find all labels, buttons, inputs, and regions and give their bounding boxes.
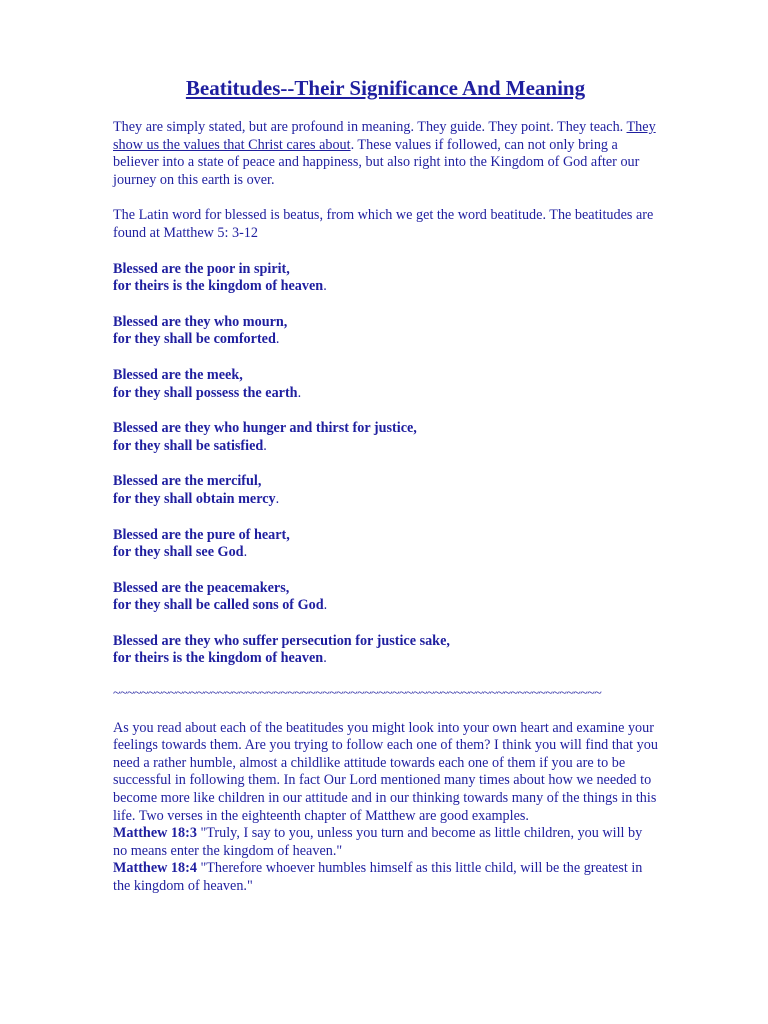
verse-end: .	[323, 597, 328, 614]
verse-line-2: for they shall be comforted	[113, 331, 276, 348]
intro-paragraph	[113, 119, 658, 189]
beatitude-verse	[113, 580, 658, 615]
beatitude-verse	[113, 473, 658, 508]
verse-line-2: for they shall see God	[113, 544, 244, 561]
beatitude-verse	[113, 314, 658, 349]
verse-line-1: Blessed are they who hunger and thirst for justice,	[113, 420, 417, 437]
verse-end: .	[243, 544, 248, 561]
reflection-paragraph	[113, 720, 658, 896]
verse-line-1: Blessed are the poor in spirit,	[113, 260, 290, 277]
verse-line-1: Blessed are the meek,	[113, 366, 243, 383]
verse-line-2: for they shall possess the earth	[113, 384, 298, 401]
intro-text-after: . These values if followed, can not only bring a believer into a state of peace and happiness, but also right into the Kingdom of God after our journey on this earth is over.	[113, 136, 640, 188]
verse-end: .	[297, 384, 302, 401]
verse-line-2: for they shall be called sons of God	[113, 597, 324, 614]
verse-line-2: for theirs is the kingdom of heaven	[113, 278, 324, 295]
verse-line-1: Blessed are the peacemakers,	[113, 579, 290, 596]
verse-end: .	[275, 490, 280, 507]
beatitude-verse	[113, 527, 658, 562]
page-title: Beatitudes--Their Significance And Meaning	[185, 76, 586, 100]
reflection-text: As you read about each of the beatitudes you might look into your own heart and examine your feelings towards them. Are you trying to follow each one of them? I think you will find that you need a rather humble, almost a childlike attitude towards each one of them if you are to be successful in following them. In fact Our Lord mentioned many times about how we needed to become more like children in our attitude and in our thinking towards many of the things in this life. Two verses in the eighteenth chapter of Matthew are good examples.	[113, 719, 658, 824]
verse-line-1: Blessed are the merciful,	[113, 473, 262, 490]
scripture-reference: Matthew 18:3	[113, 825, 197, 842]
verse-line-2: for they shall obtain mercy	[113, 490, 276, 507]
beatitudes-list	[113, 261, 658, 669]
verse-line-2: for they shall be satisfied	[113, 437, 264, 454]
scripture-reference: Matthew 18:4	[113, 860, 197, 877]
verse-end: .	[323, 278, 327, 295]
beatitude-verse	[113, 367, 658, 402]
beatitude-verse	[113, 261, 658, 296]
verse-line-2: for theirs is the kingdom of heaven	[113, 650, 324, 667]
verse-end: .	[323, 650, 327, 667]
verse-line-1: Blessed are they who mourn,	[113, 313, 288, 330]
beatitude-verse	[113, 633, 658, 668]
beatitude-verse	[113, 420, 658, 455]
latin-word-paragraph: The Latin word for blessed is beatus, from which we get the word beatitude. The beatitudes are found at Matthew 5: 3-12	[113, 207, 654, 241]
scripture-quote: "Therefore whoever humbles himself as this little child, will be the greatest in the kingdom of heaven."	[113, 860, 643, 894]
verse-line-1: Blessed are they who suffer persecution for justice sake,	[113, 632, 450, 649]
verse-end: .	[275, 331, 280, 348]
verse-end: .	[263, 437, 267, 454]
document-page	[113, 0, 658, 896]
tilde-separator: ~~~~~~~~~~~~~~~~~~~~~~~~~~~~~~~~~~~~~~~~~~~~~~~~~~~~~~~~~~~~~~~~~~~~~~	[113, 686, 602, 702]
scripture-quote: "Truly, I say to you, unless you turn and become as little children, you will by no means enter the kingdom of heaven."	[113, 825, 643, 859]
values-underlined-text: They show us the values that Christ cares about	[113, 119, 656, 153]
intro-text-before: They are simply stated, but are profound in meaning. They guide. They point. They teach.	[113, 119, 627, 135]
verse-line-1: Blessed are the pure of heart,	[113, 526, 290, 543]
